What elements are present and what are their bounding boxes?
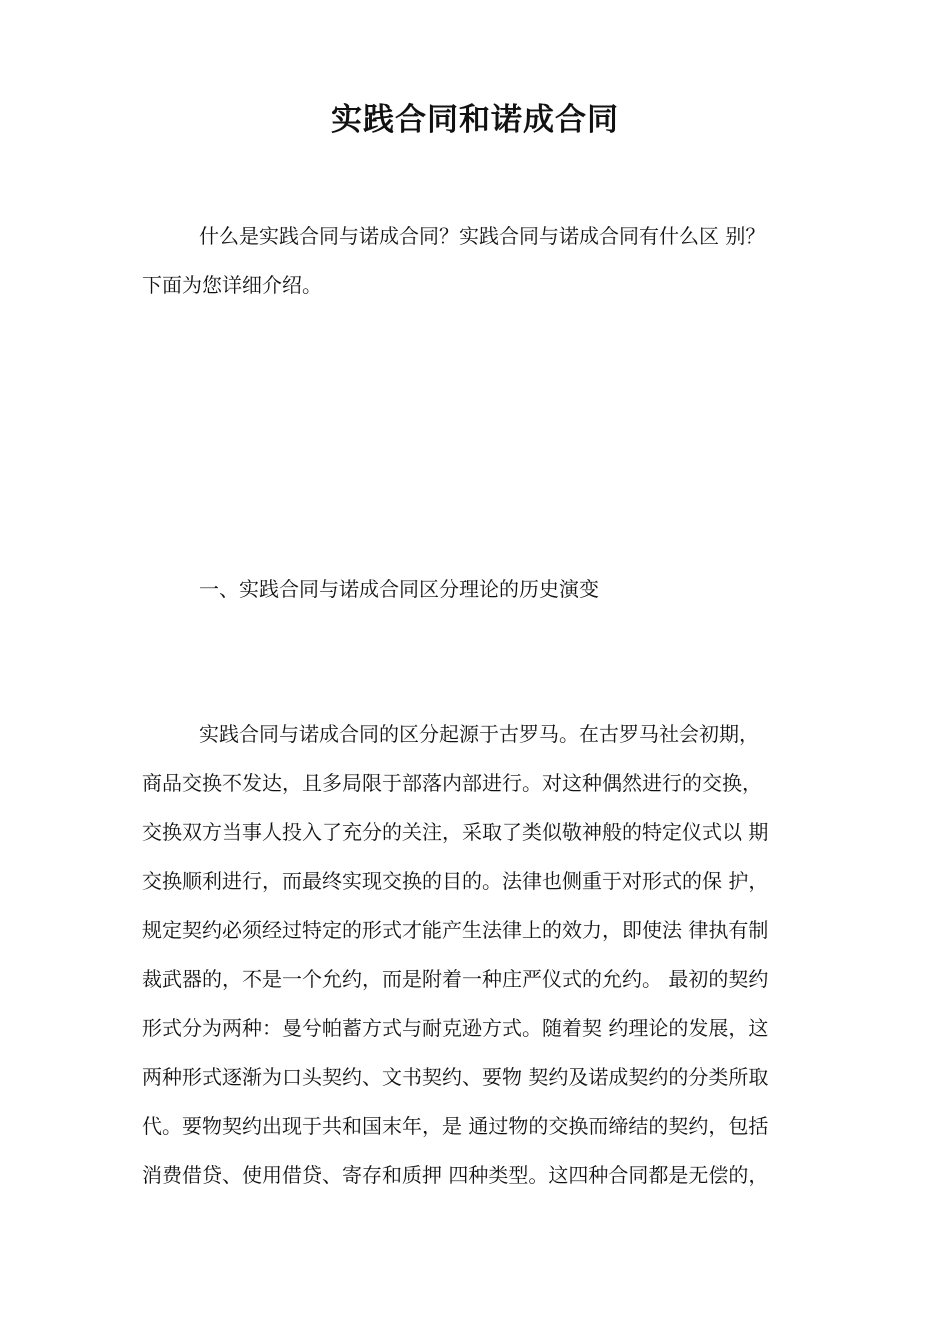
section-heading: 一、实践合同与诺成合同区分理论的历史演变 bbox=[199, 577, 599, 601]
body-paragraph bbox=[142, 710, 822, 1200]
body-line: 实践合同与诺成合同的区分起源于古罗马。在古罗马社会初期， bbox=[199, 722, 759, 746]
document-title: 实践合同和诺成合同 bbox=[331, 102, 619, 138]
intro-line: 下面为您详细介绍。 bbox=[142, 273, 322, 297]
intro-paragraph bbox=[142, 212, 822, 310]
body-line: 交换双方当事人投入了充分的关注，采取了类似敬神般的特定仪式以 期 bbox=[142, 820, 769, 844]
body-line: 规定契约必须经过特定的形式才能产生法律上的效力，即使法 律执有制 bbox=[142, 918, 769, 942]
section-heading-block bbox=[142, 565, 822, 614]
body-line: 两种形式逐渐为口头契约、文书契约、要物 契约及诺成契约的分类所取 bbox=[142, 1065, 769, 1089]
body-line: 形式分为两种：曼兮帕蓄方式与耐克逊方式。随着契 约理论的发展，这 bbox=[142, 1016, 769, 1040]
body-line: 消费借贷、使用借贷、寄存和质押 四种类型。这四种合同都是无偿的， bbox=[142, 1163, 769, 1187]
intro-line: 什么是实践合同与诺成合同？实践合同与诺成合同有什么区 别？ bbox=[199, 224, 766, 248]
body-line: 交换顺利进行，而最终实现交换的目的。法律也侧重于对形式的保 护， bbox=[142, 869, 769, 893]
body-line: 裁武器的，不是一个允约，而是附着一种庄严仪式的允约。 最初的契约 bbox=[142, 967, 769, 991]
body-line: 代。要物契约出现于共和国末年，是 通过物的交换而缔结的契约，包括 bbox=[142, 1114, 769, 1138]
body-line: 商品交换不发达，且多局限于部落内部进行。对这种偶然进行的交换， bbox=[142, 771, 762, 795]
